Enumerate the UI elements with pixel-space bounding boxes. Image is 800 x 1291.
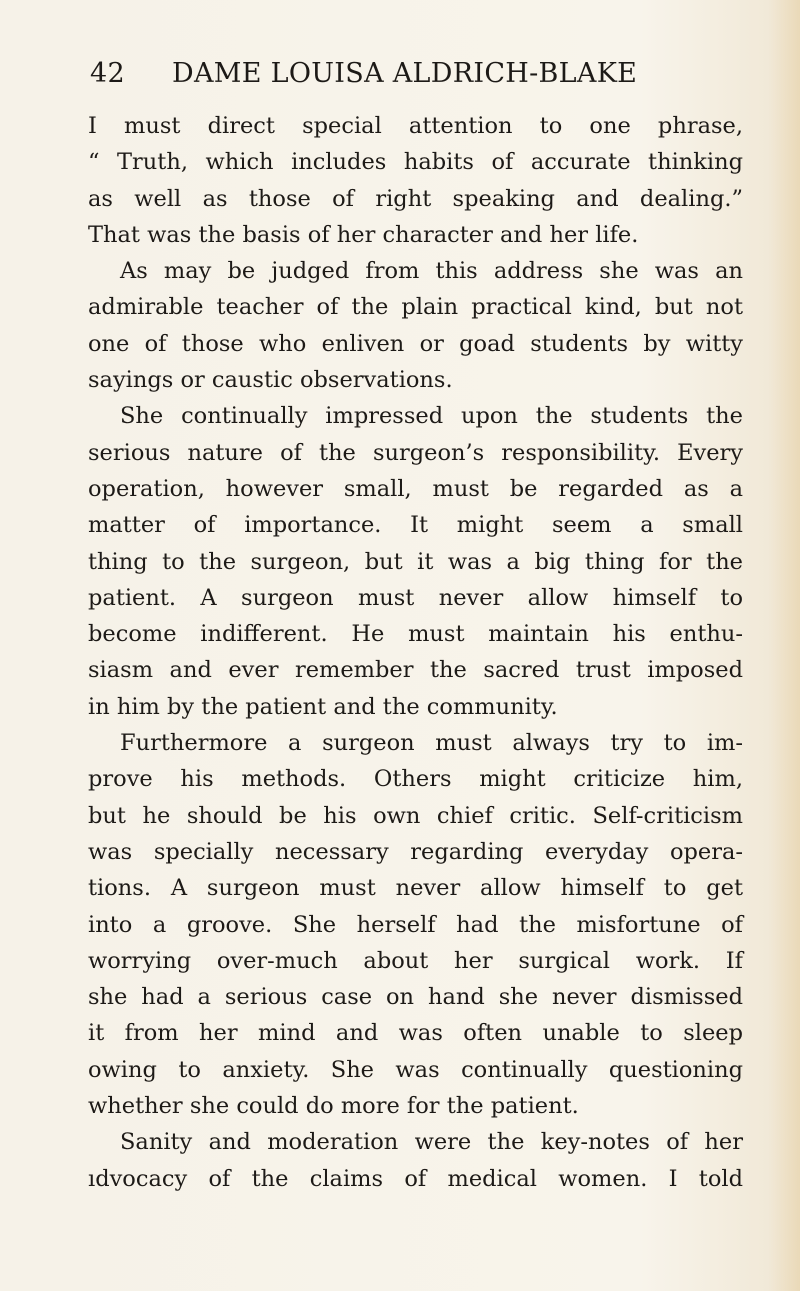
running-head: DAME LOUISA ALDRICH-BLAKE bbox=[172, 58, 638, 89]
text-line: as well as those of right speaking and dealing.” bbox=[88, 185, 743, 212]
text-line: “ Truth, which includes habits of accurate thinking bbox=[88, 149, 743, 176]
text-line: owing to anxiety. She was continually questioning bbox=[88, 1056, 743, 1083]
text-line: thing to the surgeon, but it was a big thing for the bbox=[88, 548, 743, 575]
text-line: ıdvocacy of the claims of medical women. I told bbox=[88, 1165, 743, 1192]
text-line: was specially necessary regarding everyday opera- bbox=[88, 838, 743, 865]
text-line: She continually impressed upon the students the bbox=[120, 403, 743, 430]
text-line: siasm and ever remember the sacred trust imposed bbox=[88, 657, 743, 684]
text-line: I must direct special attention to one phrase, bbox=[88, 113, 743, 139]
text-line: Sanity and moderation were the key-notes of her bbox=[120, 1129, 743, 1156]
text-line: but he should be his own chief critic. Self-criticism bbox=[88, 802, 743, 829]
text-line: in him by the patient and the community. bbox=[88, 693, 558, 720]
text-line: into a groove. She herself had the misfortune of bbox=[88, 911, 743, 938]
page-number: 42 bbox=[90, 58, 125, 89]
text-line: prove his methods. Others might criticize him, bbox=[88, 766, 743, 793]
page-header bbox=[90, 58, 740, 98]
text-line: worrying over-much about her surgical work. If bbox=[88, 947, 743, 974]
text-line: tions. A surgeon must never allow himself to get bbox=[88, 875, 743, 902]
body-text bbox=[88, 108, 743, 1197]
text-line: become indifferent. He must maintain his enthu- bbox=[88, 621, 743, 648]
text-line: Furthermore a surgeon must always try to im- bbox=[120, 730, 743, 757]
text-line: she had a serious case on hand she never dismissed bbox=[88, 984, 743, 1011]
text-line: whether she could do more for the patient. bbox=[88, 1093, 579, 1120]
text-line: matter of importance. It might seem a small bbox=[88, 512, 743, 539]
text-line: patient. A surgeon must never allow himself to bbox=[88, 584, 743, 611]
text-line: admirable teacher of the plain practical kind, but not bbox=[88, 294, 743, 321]
text-line: That was the basis of her character and her life. bbox=[88, 221, 639, 248]
text-line: As may be judged from this address she was an bbox=[120, 258, 743, 285]
text-line: it from her mind and was often unable to sleep bbox=[88, 1020, 743, 1047]
text-line: operation, however small, must be regarded as a bbox=[88, 475, 743, 502]
text-line: sayings or caustic observations. bbox=[88, 367, 453, 394]
text-line: one of those who enliven or goad students by witty bbox=[88, 330, 743, 357]
text-line: serious nature of the surgeon’s responsibility. Every bbox=[88, 439, 743, 466]
